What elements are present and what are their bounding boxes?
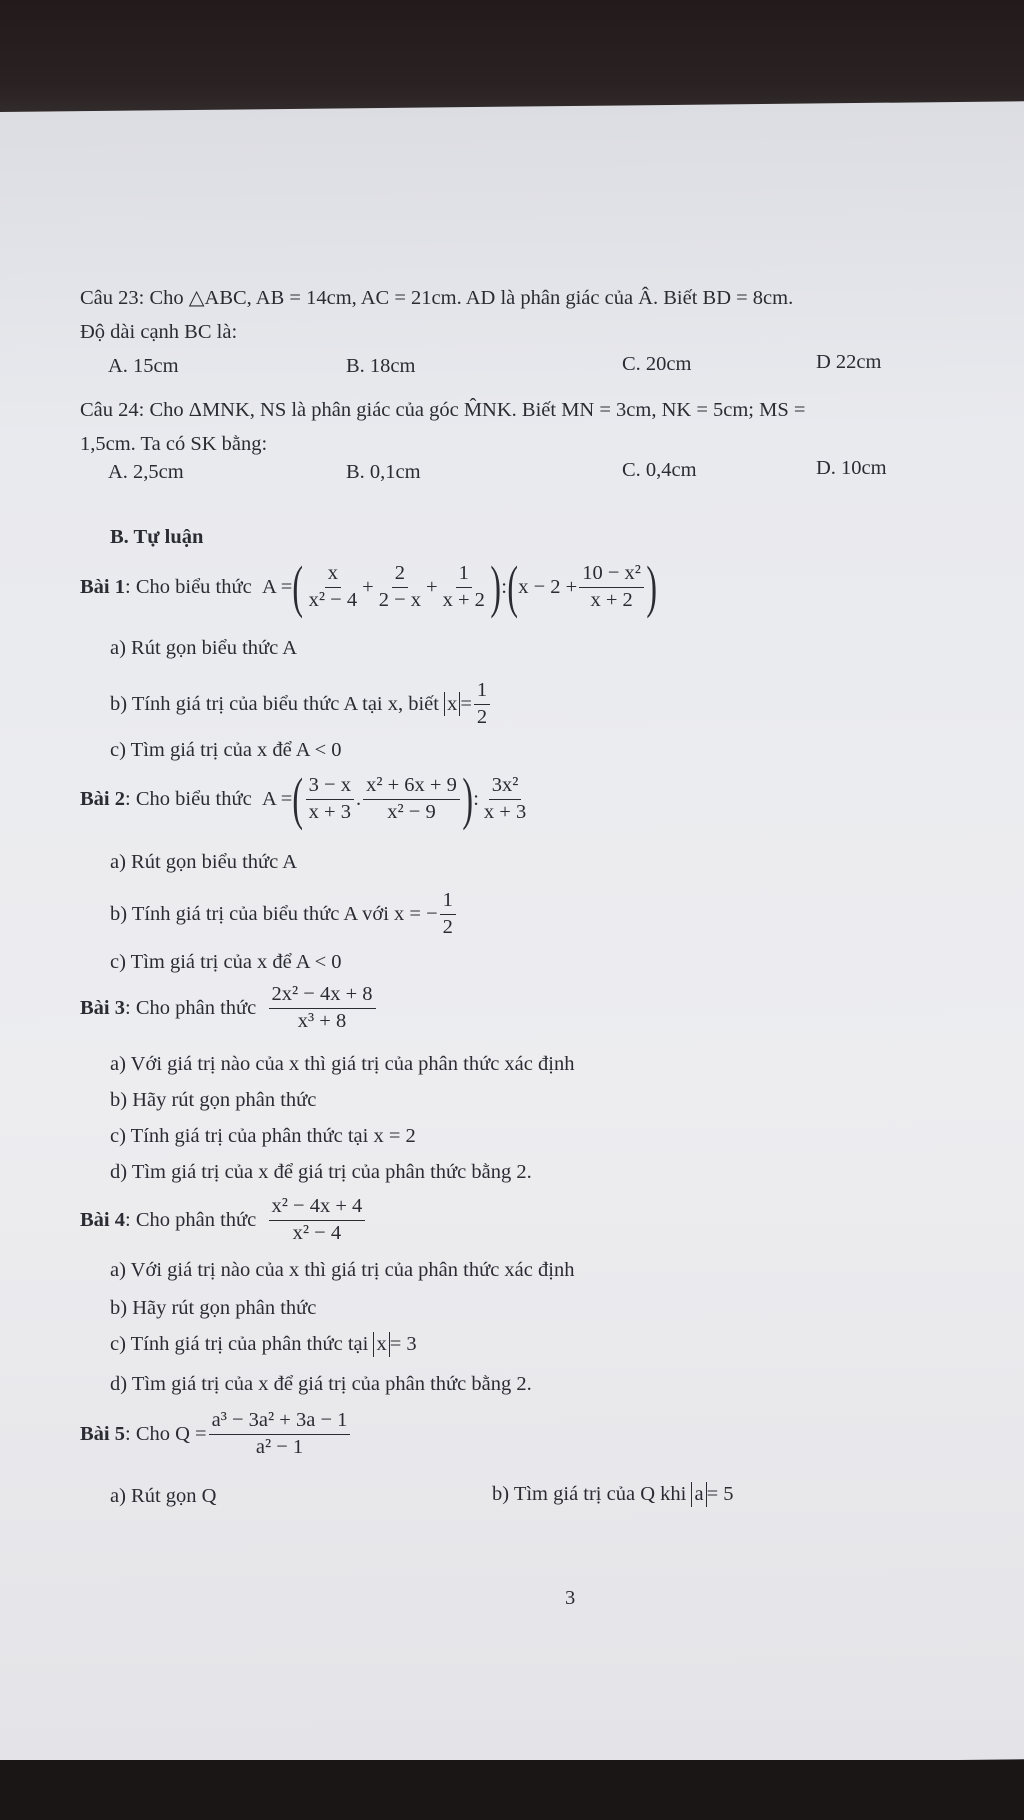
q23-option-c: C. 20cm xyxy=(622,353,692,375)
bai2-statement: Bài 2 : Cho biểu thức A = ( $\frac{3 - x}{x + 3}$ . $\frac{\text{x² + 6x + 9}}{\text{x² − 9}}$ ) : $\frac{\text{3x²}}{x + 3}$ xyxy=(80,770,531,828)
bai3-intro: : Cho phân thức xyxy=(125,996,257,1019)
bai1-statement: Bài 1 : Cho biểu thức A = ( $\frac{x}{\text{x² − 4}}$ + $\frac{2}{2 - x}$ + $\frac{1}{x + 2}$ ) : ( x − 2 + $\frac{\text{10 − x²}}{x + 2}$ ) xyxy=(80,554,657,619)
page-number: 3 xyxy=(565,1587,576,1609)
bai1-part-b xyxy=(110,680,492,728)
bai3-part-d: d) Tìm giá trị của x để giá trị của phân thức bằng 2. xyxy=(110,1161,532,1183)
bai3-frac: $\frac{\text{2x² − 4x + 8}}{\text{x³ + 8}}$ xyxy=(269,984,376,1032)
q23-option-a: A. 15cm xyxy=(108,355,179,377)
bai4-part-c xyxy=(110,1332,417,1357)
bai1-frac3: $\frac{1}{x + 2}$ xyxy=(442,561,485,611)
bai1-intro: : Cho biểu thức xyxy=(125,575,252,598)
bai5-frac: $\frac{\text{a³ − 3a² + 3a − 1}}{\text{a² − 1}}$ xyxy=(209,1410,351,1458)
bai4-part-c-text: c) Tính giá trị của phân thức tại xyxy=(110,1333,369,1355)
paren-open: ( xyxy=(292,554,304,619)
bai5-statement xyxy=(80,1410,352,1458)
paren-close: ) xyxy=(646,554,657,619)
bai2-frac2: $\frac{\text{x² + 6x + 9}}{\text{x² − 9}}$ xyxy=(363,775,460,823)
bai2-frac3: $\frac{\text{3x²}}{x + 3}$ xyxy=(483,773,527,823)
bai5-part-b-text: b) Tìm giá trị của Q khi xyxy=(492,1483,687,1505)
equals: = 5 xyxy=(706,1483,734,1505)
bai4-statement xyxy=(80,1196,367,1244)
bai2-part-a: a) Rút gọn biểu thức A xyxy=(110,851,298,873)
bai3-title: Bài 3 xyxy=(80,996,125,1019)
bai2-intro: : Cho biểu thức xyxy=(125,787,252,810)
bai2-part-b-text: b) Tính giá trị của biểu thức A với x = − xyxy=(110,902,438,925)
paren-open: ( xyxy=(507,554,518,619)
bai1-part-b-text: b) Tính giá trị của biểu thức A tại x, biết xyxy=(110,692,439,715)
paren-open: ( xyxy=(292,766,304,831)
q24-option-a: A. 2,5cm xyxy=(108,461,184,483)
bai1-term: x − 2 + xyxy=(518,575,578,598)
equals: = xyxy=(460,692,472,715)
q23-option-b: B. 18cm xyxy=(346,355,416,377)
equals: = 3 xyxy=(389,1333,417,1355)
q24-line2: 1,5cm. Ta có SK bằng: xyxy=(80,433,268,455)
bai3-part-a: a) Với giá trị nào của x thì giá trị của phân thức xác định xyxy=(110,1053,575,1075)
bai4-part-b: b) Hãy rút gọn phân thức xyxy=(110,1297,317,1319)
q23-line2: Độ dài cạnh BC là: xyxy=(80,321,238,343)
q23-line1: Câu 23: Cho △ABC, AB = 14cm, AC = 21cm. AD là phân giác của Â. Biết BD = 8cm. xyxy=(80,287,794,309)
paren-close: ) xyxy=(490,554,501,619)
bai2-divide: : xyxy=(473,787,479,810)
bai1-frac1: $\frac{x}{\text{x² − 4}}$ xyxy=(308,561,358,611)
bai4-part-a: a) Với giá trị nào của x thì giá trị của phân thức xác định xyxy=(110,1259,575,1281)
bai1-title: Bài 1 xyxy=(80,575,125,598)
q24-option-b: B. 0,1cm xyxy=(346,461,421,483)
bai2-lhs: A = xyxy=(261,787,293,810)
bai2-frac1: $\frac{3 - x}{x + 3}$ xyxy=(306,775,354,823)
bai3-part-c: c) Tính giá trị của phân thức tại x = 2 xyxy=(110,1125,416,1147)
q24-line1: Câu 24: Cho ΔMNK, NS là phân giác của góc M̂NK. Biết MN = 3cm, NK = 5cm; MS = xyxy=(80,399,806,421)
bai4-frac: $\frac{\text{x² − 4x + 4}}{\text{x² − 4}}$ xyxy=(269,1196,366,1244)
bai3-statement xyxy=(80,984,378,1032)
q24-option-c: C. 0,4cm xyxy=(622,459,697,481)
bai4-intro: : Cho phân thức xyxy=(125,1208,257,1231)
bai1-divide: : xyxy=(501,575,507,598)
abs-value: a xyxy=(691,1482,706,1507)
bai3-part-b: b) Hãy rút gọn phân thức xyxy=(110,1089,317,1111)
bai1-lhs: A = xyxy=(261,575,293,598)
bai2-part-c: c) Tìm giá trị của x để A < 0 xyxy=(110,951,342,973)
bai2-b-frac: $\frac{1}{2}$ xyxy=(440,890,456,938)
bai4-part-d: d) Tìm giá trị của x để giá trị của phân thức bằng 2. xyxy=(110,1373,532,1395)
abs-value: x xyxy=(444,692,460,717)
q23-option-d: D 22cm xyxy=(816,351,882,373)
bai2-part-b xyxy=(110,890,458,938)
paren-close: ) xyxy=(462,766,473,831)
bai1-frac4: $\frac{\text{10 − x²}}{x + 2}$ xyxy=(579,563,644,611)
bai4-title: Bài 4 xyxy=(80,1208,125,1231)
bai5-part-b xyxy=(492,1482,734,1507)
bai5-title: Bài 5 xyxy=(80,1422,125,1445)
bai5-part-a: a) Rút gọn Q xyxy=(110,1485,217,1507)
section-heading: B. Tự luận xyxy=(110,526,204,548)
bai1-b-frac: $\frac{1}{2}$ xyxy=(474,680,490,728)
bai1-frac2: $\frac{2}{2 - x}$ xyxy=(378,561,421,611)
bai5-intro: : Cho Q = xyxy=(125,1422,207,1445)
bai1-part-a: a) Rút gọn biểu thức A xyxy=(110,637,298,659)
bai2-title: Bài 2 xyxy=(80,787,125,810)
abs-value: x xyxy=(373,1332,389,1357)
q24-option-d: D. 10cm xyxy=(816,457,887,479)
bai1-part-c: c) Tìm giá trị của x để A < 0 xyxy=(110,739,342,761)
